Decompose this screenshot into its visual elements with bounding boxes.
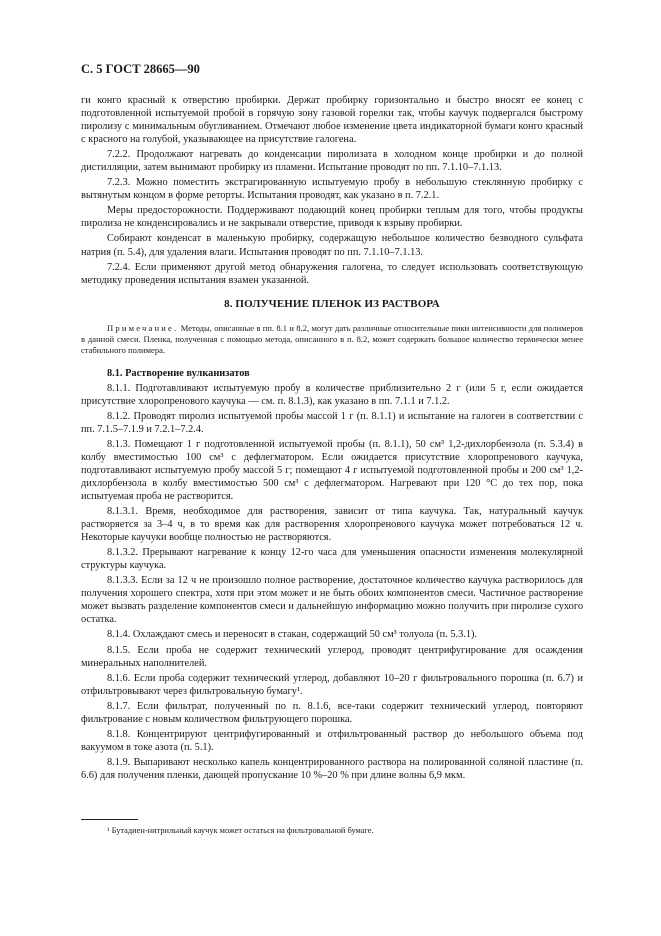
paragraph: 8.1.3.3. Если за 12 ч не произошло полное растворение, достаточное количество каучука растворилось для получения хорошего спектра, хотя при этом может и не быть обоих компонентов смеси. Частичное растворение может вызвать разделение компонентов смеси и дальнейшую информацию можно получить при пиролизе сухого остатка. xyxy=(81,575,583,626)
paragraph: Собирают конденсат в маленькую пробирку, содержащую небольшое количество безводного сульфата натрия (п. 5.4), для удаления влаги. Испытания проводят по пп. 7.1.10–7.1.13. xyxy=(81,233,583,258)
paragraph: 7.2.3. Можно поместить экстрагированную испытуемую пробу в небольшую стеклянную пробирку с вытянутым концом в форме реторты. Испытания проводят, как указано в п. 7.2.1. xyxy=(81,177,583,202)
note-text: Методы, описанные в пп. 8.1 и 8.2, могут дать различные относительные пики интенсивности для полимеров в данной смеси. Пленка, полученная с помощью метода, описанного в п. 8.2, может содержать большое количество термически менее стабильного полимера. xyxy=(81,322,583,356)
note-label: Примечание. xyxy=(107,322,179,333)
paragraph: 8.1.4. Охлаждают смесь и переносят в стакан, содержащий 50 см³ толуола (п. 5.3.1). xyxy=(107,629,478,641)
subsection-title: 8.1. Растворение вулканизатов xyxy=(107,367,250,379)
paragraph: 8.1.9. Выпаривают несколько капель концентрированного раствора на полированной соляной пластине (п. 6.6) для получения пленки, дающей пропускание 10 %–20 % при длине волны 6,9 мкм. xyxy=(81,756,583,781)
section-title: 8. ПОЛУЧЕНИЕ ПЛЕНОК ИЗ РАСТВОРА xyxy=(224,297,440,310)
paragraph: 8.1.3. Помещают 1 г подготовленной испытуемой пробы (п. 8.1.1), 50 см³ 1,2-дихлорбензола (п. 5.3.4) в колбу вместимостью 100 см³ с дефлегматором. Если ожидается присутствие хлоропренового каучука, подготавливают испытуемую пробу массой 5 г; помещают 4 г испытуемой подготовленной пробы и 200 см³ 1,2-дихлорбензола в колбу вместимостью 500 см³ с дефлегматором. Нагревают при 120 °С до тех пор, пока испытуемая проба не растворится. xyxy=(81,438,583,503)
paragraph: Меры предосторожности. Поддерживают подающий конец пробирки теплым для того, чтобы продукты пиролиза не конденсировались и не закрывали отверстие, приводя к взрыву пробирки. xyxy=(81,205,583,230)
page-header: С. 5 ГОСТ 28665—90 xyxy=(81,62,200,76)
paragraph: 8.1.2. Проводят пиролиз испытуемой пробы массой 1 г (п. 8.1.1) и испытание на галоген в соответствии с пп. 7.1.5–7.1.9 и 7.2.1–7.2.4. xyxy=(81,410,583,435)
paragraph: 8.1.6. Если проба содержит технический углерод, добавляют 10–20 г фильтровального порошка (п. 6.7) и отфильтровывают через фильтровальную бумагу¹. xyxy=(81,672,583,697)
paragraph: 7.2.4. Если применяют другой метод обнаружения галогена, то следует использовать соответствующую методику проведения испытания взамен указанной. xyxy=(81,261,583,286)
paragraph: 8.1.3.1. Время, необходимое для растворения, зависит от типа каучука. Так, натуральный каучук растворяется за 3–4 ч, в то время как для растворения хлоропренового каучука может потребоваться 12 ч. Некоторые каучуки вообще полностью не растворяются. xyxy=(81,506,583,544)
paragraph: 8.1.7. Если фильтрат, полученный по п. 8.1.6, все-таки содержит технический углерод, повторяют фильтрование с новым количеством фильтрующего порошка. xyxy=(81,700,583,725)
paragraph: 7.2.2. Продолжают нагревать до конденсации пиролизата в холодном конце пробирки и до полной дистилляции, затем вынимают пробирку из пламени. Испытание проводят по пп. 7.1.10–7.1.13. xyxy=(81,149,583,174)
paragraph: 8.1.5. Если проба не содержит технический углерод, проводят центрифугирование для осаждения минеральных наполнителей. xyxy=(81,644,583,669)
footnote: ¹ Бутадиен-нитрильный каучук может остаться на фильтровальной бумаге. xyxy=(107,826,374,835)
note xyxy=(81,323,583,357)
paragraph: ги конго красный к отверстию пробирки. Держат пробирку горизонтально и быстро вносят ее конец с подготовленной испытуемой пробой в горячую зону газовой горелки так, чтобы каучук подвергался быстрому пиролизу с минимальным обугливанием. Отмечают любое изменение цвета индикаторной бумаги конго красный с красного на голубой, указывающее на присутствие галогена. xyxy=(81,95,583,146)
paragraph: 8.1.1. Подготавливают испытуемую пробу в количестве приблизительно 2 г (или 5 г, если ожидается присутствие хлоропренового каучука — см. п. 8.1.3), как указано в пп. 7.1.1 и 7.1.2. xyxy=(81,382,583,407)
paragraph: 8.1.3.2. Прерывают нагревание к концу 12-го часа для уменьшения опасности изменения молекулярной структуры каучука. xyxy=(81,547,583,572)
footnote-rule xyxy=(81,819,138,820)
paragraph: 8.1.8. Концентрируют центрифугированный и отфильтрованный раствор до небольшого объема под вакуумом в токе азота (п. 5.1). xyxy=(81,728,583,753)
document-body xyxy=(81,94,583,782)
